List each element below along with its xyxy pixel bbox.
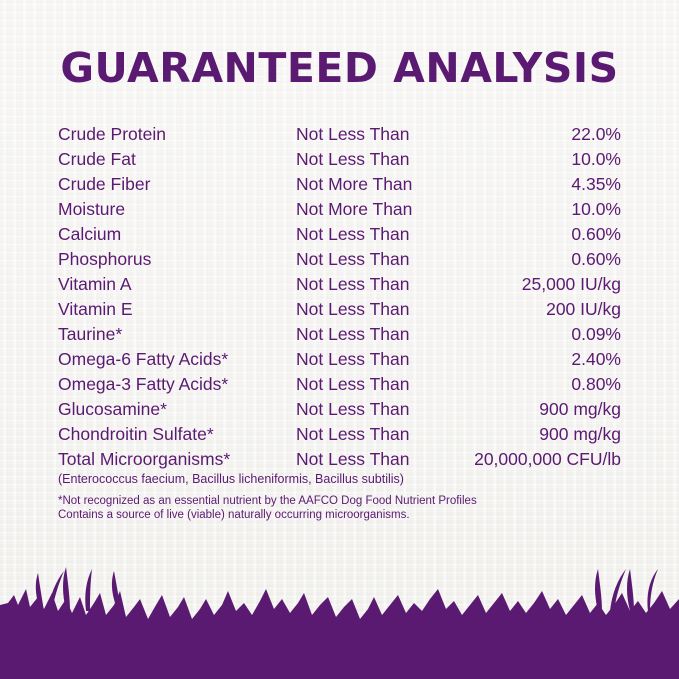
nutrient-name: Crude Fat [58,149,136,169]
table-row [58,399,621,424]
nutrient-value: 22.0% [571,124,621,144]
table-row [58,124,621,149]
table-row [58,424,621,449]
microorganism-strains-note: (Enterococcus faecium, Bacillus licheniformis, Bacillus subtilis) [58,472,404,486]
nutrient-name: Omega-6 Fatty Acids* [58,349,229,369]
nutrient-qualifier: Not Less Than [296,249,410,269]
nutrient-name: Crude Fiber [58,174,151,194]
nutrient-qualifier: Not More Than [296,174,413,194]
table-row [58,374,621,399]
nutrient-value: 4.35% [571,174,621,194]
page-title: GUARANTEED ANALYSIS [60,44,619,92]
nutrient-qualifier: Not Less Than [296,224,410,244]
nutrient-name: Glucosamine* [58,399,167,419]
table-row [58,449,621,474]
table-row [58,299,621,324]
nutrient-value: 0.60% [571,249,621,269]
nutrient-name: Calcium [58,224,122,244]
table-row [58,274,621,299]
nutrient-qualifier: Not Less Than [296,399,410,419]
nutrient-value: 900 mg/kg [539,424,621,444]
nutrient-name: Vitamin E [58,299,133,319]
guaranteed-analysis-table [58,124,621,474]
nutrient-name: Total Microorganisms* [58,449,231,469]
nutrient-qualifier: Not Less Than [296,349,410,369]
nutrient-qualifier: Not Less Than [296,274,410,294]
table-row [58,224,621,249]
table-row [58,324,621,349]
nutrient-value: 25,000 IU/kg [521,274,621,294]
nutrient-qualifier: Not Less Than [296,299,410,319]
footnote-live-cultures: Contains a source of live (viable) naturally occurring microorganisms. [58,509,410,521]
table-row [58,174,621,199]
nutrient-name: Crude Protein [58,124,166,144]
grass-silhouette-decoration [0,519,679,679]
nutrient-value: 0.60% [571,224,621,244]
nutrient-value: 900 mg/kg [539,399,621,419]
nutrient-name: Phosphorus [58,249,152,269]
nutrient-name: Chondroitin Sulfate* [58,424,214,444]
table-row [58,199,621,224]
nutrient-value: 10.0% [571,199,621,219]
nutrient-qualifier: Not Less Than [296,324,410,344]
nutrient-value: 20,000,000 CFU/lb [474,449,621,469]
nutrient-name: Taurine* [58,324,123,344]
nutrient-value: 0.09% [571,324,621,344]
nutrient-name: Vitamin A [58,274,132,294]
nutrient-value: 200 IU/kg [546,299,621,319]
footnotes [58,494,628,522]
nutrient-qualifier: Not Less Than [296,149,410,169]
nutrient-name: Moisture [58,199,126,219]
nutrient-qualifier: Not Less Than [296,424,410,444]
footnote-aafco: *Not recognized as an essential nutrient by the AAFCO Dog Food Nutrient Profiles [58,495,477,507]
nutrient-qualifier: Not More Than [296,199,413,219]
table-row [58,249,621,274]
nutrient-name: Omega-3 Fatty Acids* [58,374,229,394]
nutrient-qualifier: Not Less Than [296,374,410,394]
nutrient-qualifier: Not Less Than [296,449,410,469]
table-row [58,349,621,374]
nutrient-qualifier: Not Less Than [296,124,410,144]
nutrient-value: 0.80% [571,374,621,394]
nutrient-value: 2.40% [571,349,621,369]
table-row [58,149,621,174]
nutrient-value: 10.0% [571,149,621,169]
